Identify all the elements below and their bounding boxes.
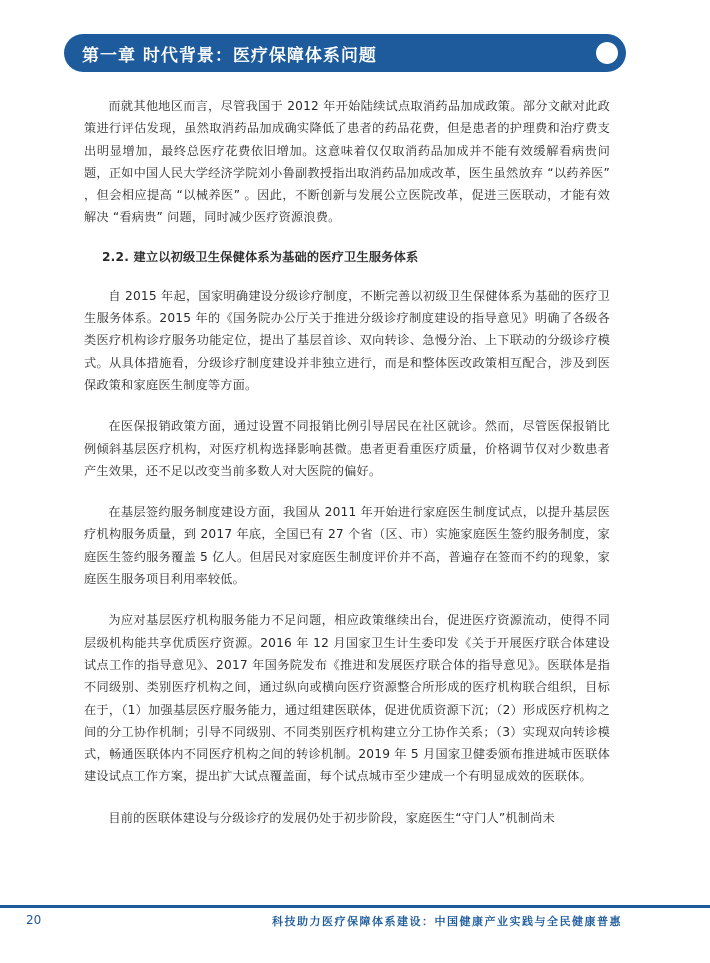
chapter-title: 第一章 时代背景：医疗保障体系问题 xyxy=(82,45,377,66)
paragraph: 在基层签约服务制度建设方面，我国从 2011 年开始进行家庭医生制度试点，以提升基层医疗机构服务质量，到 2017 年底，全国已有 27 个省（区、市）实施家庭医生签约服务制度，家庭医生签约服务覆盖 5 亿人。但居民对家庭医生制度评价并不高，普遍存在签而不约的现象，家庭医生服务项目利用率较低。 xyxy=(84,505,610,587)
paragraph: 目前的医联体建设与分级诊疗的发展仍处于初步阶段，家庭医生“守门人”机制尚未 xyxy=(108,810,555,825)
paragraph: 自 2015 年起，国家明确建设分级诊疗制度，不断完善以初级卫生保健体系为基础的医疗卫生服务体系。2015 年的《国务院办公厅关于推进分级诊疗制度建设的指导意见》明确了各级各类医疗机构诊疗服务功能定位，提出了基层首诊、双向转诊、急慢分治、上下联动的分级诊疗模式。从具体措施看，分级诊疗制度建设并非独立进行，而是和整体医改政策相互配合，涉及到医保政策和家庭医生制度等方面。 xyxy=(84,288,610,392)
paragraph: 在医保报销政策方面，通过设置不同报销比例引导居民在社区就诊。然而，尽管医保报销比例倾斜基层医疗机构，对医疗机构选择影响甚微。患者更看重医疗质量，价格调节仅对少数患者产生效果，还不足以改变当前多数人对大医院的偏好。 xyxy=(84,419,610,478)
section-heading: 2.2. 建立以初级卫生保健体系为基础的医疗卫生服务体系 xyxy=(102,249,419,264)
page-number: 20 xyxy=(26,913,42,927)
chapter-header-bar xyxy=(64,34,626,72)
running-footer-title: 科技助力医疗保障体系建设：中国健康产业实践与全民健康普惠 xyxy=(272,915,622,928)
header-circle-decoration xyxy=(596,42,618,64)
page-body xyxy=(84,95,610,829)
paragraph: 为应对基层医疗机构服务能力不足问题，相应政策继续出台，促进医疗资源流动，使得不同层级机构能共享优质医疗资源。2016 年 12 月国家卫生计生委印发《关于开展医疗联合体建设试点工作的指导意见》、2017 年国务院发布《推进和发展医疗联合体的指导意见》。医联体是指不同级别、类别医疗机构之间，通过纵向或横向医疗资源整合所形成的医疗机构联合组织，目标在于，（1）加强基层医疗服务能力，通过组建医联体，促进优质资源下沉；（2）形成医疗机构之间的分工协作机制；引导不同级别、不同类别医疗机构建立分工协作关系；（3）实现双向转诊模式，畅通医联体内不同医疗机构之间的转诊机制。2019 年 5 月国家卫健委颁布推进城市医联体建设试点工作方案，提出扩大试点覆盖面，每个试点城市至少建成一个有明显成效的医联体。 xyxy=(84,613,610,784)
paragraph: 而就其他地区而言，尽管我国于 2012 年开始陆续试点取消药品加成政策。部分文献对此政策进行评估发现，虽然取消药品加成确实降低了患者的药品花费，但是患者的护理费和治疗费支出明显增加，最终总医疗花费依旧增加。这意味着仅仅取消药品加成并不能有效缓解看病贵问题，正如中国人民大学经济学院刘小鲁副教授指出取消药品加成改革，医生虽然放弃 “以药养医” ，但会相应提高 “以械养医” 。因此，不断创新与发展公立医院改革，促进三医联动，才能有效解决 “看病贵” 问题，同时减少医疗资源浪费。 xyxy=(84,99,610,225)
footer-rule xyxy=(0,905,710,908)
